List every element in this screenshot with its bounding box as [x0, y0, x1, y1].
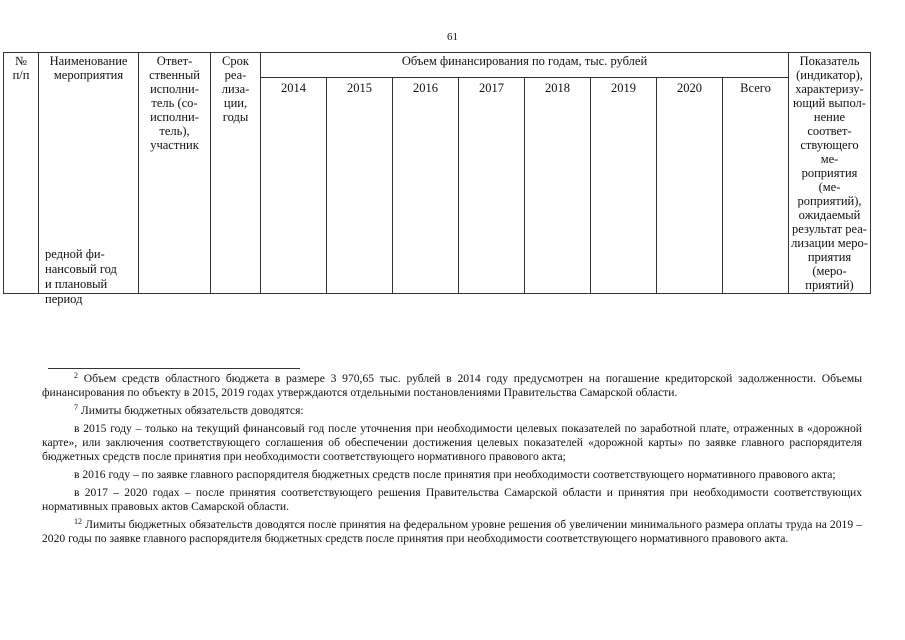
footnote-text: в 2015 году – только на текущий финансовый год после уточнения при необходимости целевых показателей по заработной плате, отраженных в «дорожной карте», или заключения соответствующего соглашения об обеспечении достижения целевых показателей «дорожной карты» по заявке главного распорядителя бюджетных средств после принятия при необходимости соответствующего нормативного правового акта;: [42, 422, 862, 463]
footnote-7: [42, 404, 862, 418]
footnote-mark: 7: [74, 403, 78, 412]
header-year-2018: 2018: [525, 77, 591, 293]
header-number: № п/п: [4, 53, 39, 294]
header-year-2017: 2017: [459, 77, 525, 293]
page-number: 61: [447, 31, 458, 43]
header-year-2014: 2014: [261, 77, 327, 293]
footnote-mark: 2: [74, 371, 78, 380]
header-total: Всего: [723, 77, 789, 293]
footnote-12: [42, 518, 862, 546]
header-indicator: Показатель (индикатор), характеризу- ющий выпол- нение соответ- ствующего ме- роприятия (ме- роприятий), ожидаемый результат реа- лизации меро- приятия (меро- приятий): [789, 53, 871, 294]
header-year-2019: 2019: [591, 77, 657, 293]
continuation-text: редной фи- нансовый год и плановый период: [45, 247, 117, 306]
footnote-text: Лимиты бюджетных обязательств доводятся:: [80, 404, 304, 417]
header-year-2016: 2016: [393, 77, 459, 293]
footnote-7-item-2015: [42, 422, 862, 464]
footnote-divider: [48, 368, 300, 369]
footnote-7-item-2016: [42, 468, 862, 482]
header-executor: Ответ- ственный исполни- тель (со- исполни- тель), участник: [139, 53, 211, 294]
header-funding-volume: Объем финансирования по годам, тыс. рублей: [261, 53, 789, 78]
footnote-text: в 2017 – 2020 годах – после принятия соответствующего решения Правительства Самарской области и принятия при необходимости соответствующих нормативных правовых актов Самарской области.: [42, 486, 862, 513]
footnote-2: [42, 372, 862, 400]
footnotes: [42, 372, 862, 550]
header-year-2020: 2020: [657, 77, 723, 293]
header-activity-name: Наименование мероприятия: [39, 53, 139, 294]
footnote-text: Лимиты бюджетных обязательств доводятся после принятия на федеральном уровне решения об увеличении минимального размера оплаты труда на 2019 – 2020 годы по заявке главного распорядителя бюджетных средств после принятия при необходимости соответствующего нормативного правового акта.: [42, 518, 862, 545]
footnote-mark: 12: [74, 517, 82, 526]
footnote-text: Объем средств областного бюджета в размере 3 970,65 тыс. рублей в 2014 году предусмотрен на погашение кредиторской задолженности. Объемы финансирования по объекту в 2015, 2019 годах утверждаются отдельными постановлениями Правительства Самарской области.: [42, 372, 862, 399]
header-term: Срок реа- лиза- ции, годы: [211, 53, 261, 294]
footnote-7-item-2017-2020: [42, 486, 862, 514]
header-year-2015: 2015: [327, 77, 393, 293]
footnote-text: в 2016 году – по заявке главного распорядителя бюджетных средств после принятия при необходимости соответствующего нормативного правового акта;: [74, 468, 836, 481]
